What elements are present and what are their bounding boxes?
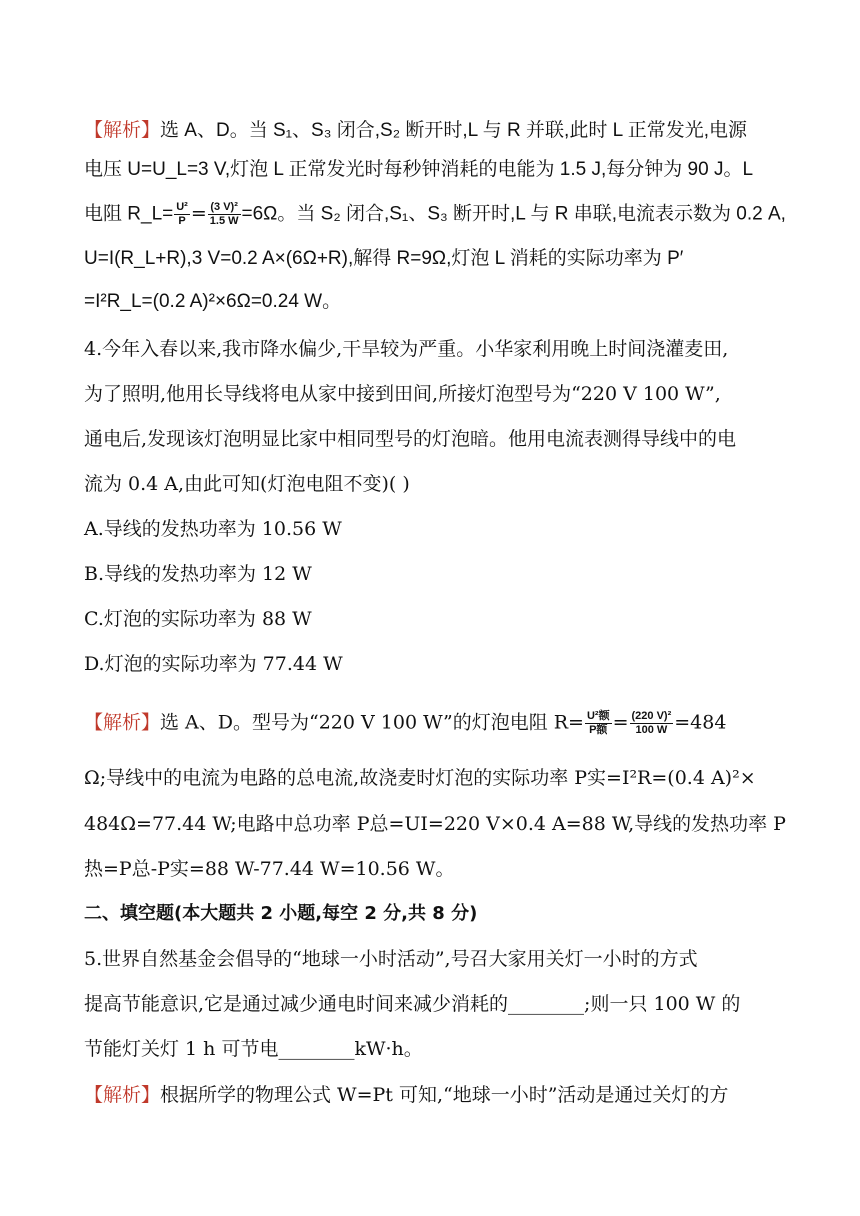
analysis-tag: 【解析】 — [84, 1085, 161, 1106]
solution-4-line-2: Ω;导线中的电流为电路的总电流,故浇麦时灯泡的实际功率 P实=I²R=(0.4 A)²× — [84, 767, 756, 789]
solution-4-line-1: 【解析】选 A、D。型号为“220 V 100 W”的灯泡电阻 R= $\frac{\text{U²额}}{\text{P额}}$ = $\frac{\text{(220 V)²}}{100 W}$ =484 — [84, 710, 727, 736]
option-d: D.灯泡的实际功率为 77.44 W — [84, 653, 343, 675]
solution-line-5: =I²R_L=(0.2 A)²×6Ω=0.24 W。 — [84, 291, 342, 312]
formula-fraction: $\frac{\text{U²}}{P}$ — [176, 201, 188, 227]
solution-line-1: 【解析】选 A、D。当 S₁、S₃ 闭合,S₂ 断开时,L 与 R 并联,此时 L 正常发光,电源 — [84, 120, 748, 141]
section-heading: 二、填空题(本大题共 2 小题,每空 2 分,共 8 分) — [84, 903, 478, 924]
question-4-line-1: 4.今年入春以来,我市降水偏少,干旱较为严重。小华家利用晚上时间浇灌麦田, — [84, 338, 729, 360]
formula-fraction: $\frac{\text{U²额}}{\text{P额}}$ — [586, 710, 610, 736]
option-b: B.导线的发热功率为 12 W — [84, 563, 312, 585]
solution-line-3: 电阻 R_L= $\frac{\text{U²}}{P}$ = $\frac{\text{(3 V)²}}{1.5 W}$ =6Ω。当 S₂ 闭合,S₁、S₃ 断开时,L 与 R 串联,电流表示数为 0.2 A, — [84, 201, 786, 227]
solution-4-line-4: 热=P总-P实=88 W-77.44 W=10.56 W。 — [84, 858, 455, 880]
formula-fraction: $\frac{\text{(3 V)²}}{1.5 W}$ — [209, 201, 239, 227]
question-5-line-1: 5.世界自然基金会倡导的“地球一小时活动”,号召大家用关灯一小时的方式 — [84, 948, 698, 970]
solution-line-4: U=I(R_L+R),3 V=0.2 A×(6Ω+R),解得 R=9Ω,灯泡 L 消耗的实际功率为 P′ — [84, 248, 684, 269]
solution-4-line-3: 484Ω=77.44 W;电路中总功率 P总=UI=220 V×0.4 A=88 W,导线的发热功率 P — [84, 813, 786, 835]
question-5-line-3: 节能灯关灯 1 h 可节电________kW·h。 — [84, 1038, 423, 1060]
question-4-line-3: 通电后,发现该灯泡明显比家中相同型号的灯泡暗。他用电流表测得导线中的电 — [84, 428, 737, 450]
question-4-line-4: 流为 0.4 A,由此可知(灯泡电阻不变)( ) — [84, 473, 410, 495]
analysis-tag: 【解析】 — [84, 120, 161, 141]
option-a: A.导线的发热功率为 10.56 W — [84, 518, 342, 540]
solution-line-2: 电压 U=U_L=3 V,灯泡 L 正常发光时每秒钟消耗的电能为 1.5 J,每分钟为 90 J。L — [84, 159, 754, 180]
solution-5-line-1: 【解析】根据所学的物理公式 W=Pt 可知,“地球一小时”活动是通过关灯的方 — [84, 1084, 729, 1106]
question-5-line-2: 提高节能意识,它是通过减少通电时间来减少消耗的________;则一只 100 W 的 — [84, 993, 741, 1015]
question-4-line-2: 为了照明,他用长导线将电从家中接到田间,所接灯泡型号为“220 V 100 W”, — [84, 383, 721, 405]
formula-fraction: $\frac{\text{(220 V)²}}{100 W}$ — [631, 710, 672, 736]
option-c: C.灯泡的实际功率为 88 W — [84, 608, 312, 630]
analysis-tag: 【解析】 — [84, 712, 161, 734]
